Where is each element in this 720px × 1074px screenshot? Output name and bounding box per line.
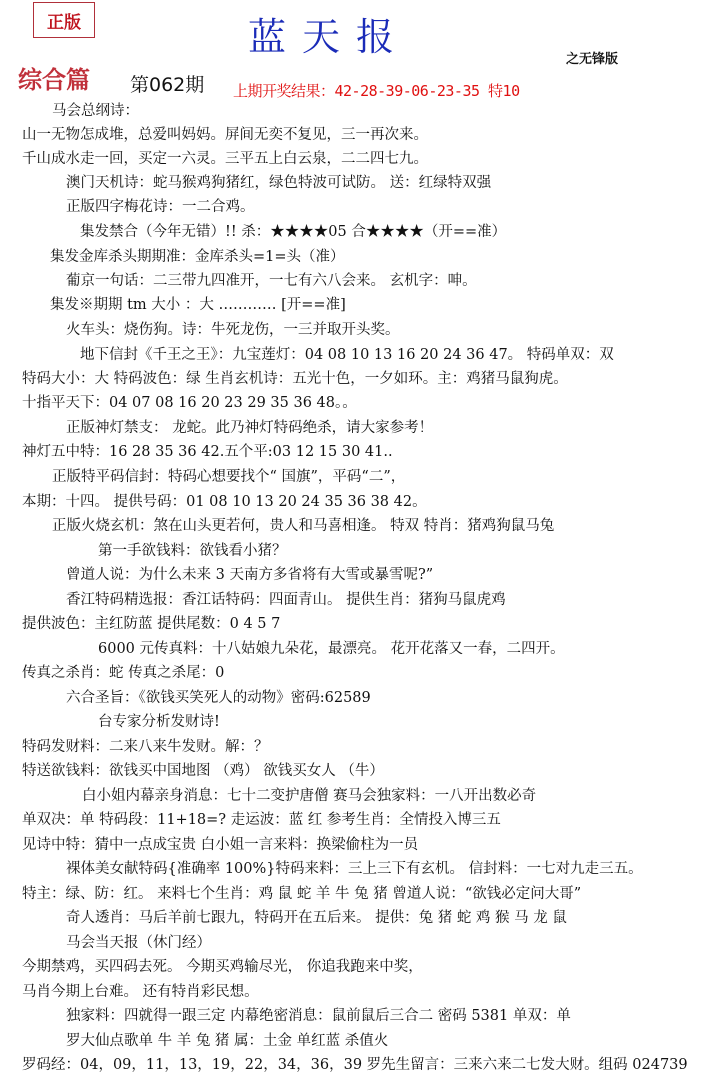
text-line: 本期：十四。 提供号码：01 08 10 13 20 24 35 36 38 42。	[22, 494, 427, 510]
text-line: 马肖今期上台难。 还有特肖彩民想。	[22, 984, 259, 1000]
text-line: 六合圣旨：《欲钱买笑死人的动物》密码:62589	[66, 690, 371, 706]
text-line: 葡京一句话：二三带九四准开，一七有六八会来。 玄机字：呻。	[66, 273, 477, 289]
text-line: 澳门天机诗：蛇马猴鸡狗猪红，绿色特波可试防。 送：红绿特双强	[66, 175, 492, 191]
text-line: 罗大仙点歌单 牛 羊 兔 猪 属：土金 单红蓝 杀值火	[66, 1033, 389, 1049]
text-line: 今期禁鸡，买四码去死。 今期买鸡输尽光， 你追我跑来中奖，	[22, 959, 423, 975]
authentic-badge: 正版	[33, 2, 95, 38]
text-line: 正版特平码信封：特码心想要找个“ 国旗”，平码“二”，	[52, 469, 406, 485]
text-line: 6000 元传真料：十八姑娘九朵花，最漂亮。 花开花落又一春，二四开。	[98, 641, 565, 657]
text-line: 特送欲钱料：欲钱买中国地图 （鸡） 欲钱买女人 （牛）	[22, 763, 384, 779]
text-line: 正版四字梅花诗：一二合鸡。	[66, 199, 255, 215]
text-line: 曾道人说：为什么未来 3 天南方多省将有大雪或暴雪呢?”	[66, 567, 434, 583]
text-line: 十指平天下：04 07 08 16 20 23 29 35 36 48。。	[22, 395, 357, 411]
text-line: 集发※期期 tm 大小 ：大 ………… [开==准]	[50, 297, 346, 313]
text-line: 香江特码精选报：香江话特码：四面青山。 提供生肖：猪狗马鼠虎鸡	[66, 592, 506, 608]
text-line: 正版火烧玄机：煞在山头更若何，贵人和马喜相逢。 特双 特肖：猪鸡狗鼠马兔	[52, 518, 555, 534]
page-title: 蓝天报	[248, 15, 411, 59]
text-line: 地下信封《千王之王》：九宝莲灯：04 08 10 13 16 20 24 36 47。 特码单双：双	[80, 347, 614, 363]
last-draw-result: 上期开奖结果：42-28-39-06-23-35 特10	[233, 82, 520, 100]
text-line: 第一手欲钱料：欲钱看小猪？	[98, 543, 287, 559]
text-line: 裸体美女献特码{准确率 100%}特码来料：三上三下有玄机。 信封料：一七对九走三五。	[66, 861, 643, 877]
text-line: 特码大小：大 特码波色：绿 生肖玄机诗：五光十色，一夕如环。主：鸡猪马鼠狗虎。	[22, 371, 568, 387]
text-line: 正版神灯禁支： 龙蛇。此乃神灯特码绝杀，请大家参考！	[66, 420, 434, 436]
text-line: 罗码经：04，09，11，13，19，22，34，36，39 罗先生留言：三来六来二七发大财。组码 024739	[22, 1057, 688, 1073]
text-line: 白小姐内幕亲身消息：七十二变护唐僧 赛马会独家料：一八开出数必奇	[82, 788, 537, 804]
text-line: 马会总纲诗：	[52, 103, 139, 119]
text-line: 独家料：四就得一跟三定 内幕绝密消息：鼠前鼠后三合二 密码 5381 单双：单	[66, 1008, 571, 1024]
text-line: 集发禁合（今年无错）!! 杀：★★★★05 合★★★★（开==准）	[80, 224, 507, 240]
text-line: 神灯五中特：16 28 35 36 42.五个平:03 12 15 30 41..	[22, 444, 393, 460]
text-line: 提供波色：主红防蓝 提供尾数：0 4 5 7	[22, 616, 281, 632]
text-line: 奇人透肖：马后羊前七跟九，特码开在五后来。 提供：兔 猪 蛇 鸡 猴 马 龙 鼠	[66, 910, 567, 926]
text-line: 马会当天报（休门经）	[66, 935, 211, 951]
text-line: 集发金库杀头期期准：金库杀头=1=头（准）	[50, 249, 345, 265]
text-line: 单双决：单 特码段：11+18=? 走运波：蓝 红 参考生肖：全情投入博三五	[22, 812, 501, 828]
edition-label: 之无锋版	[566, 52, 619, 67]
issue-number: 第062期	[130, 74, 205, 96]
text-line: 特主：绿、防：红。 来料七个生肖：鸡 鼠 蛇 羊 牛 兔 猪 曾道人说：“欲钱必定问大哥”	[22, 886, 582, 902]
section-label: 综合篇	[18, 65, 90, 94]
text-line: 火车头：烧伤狗。诗：牛死龙伤，一三并取开头奖。	[66, 322, 400, 338]
text-line: 台专家分析发财诗!	[98, 714, 220, 730]
text-line: 传真之杀肖：蛇 传真之杀尾：0	[22, 665, 225, 681]
text-line: 见诗中特：猜中一点成宝贵 白小姐一言来料：换梁偷柱为一员	[22, 837, 419, 853]
text-line: 千山成水走一回，买定一六灵。三平五上白云泉，二二四七九。	[22, 151, 428, 167]
text-line: 山一无物怎成堆，总爱叫妈妈。屏间无奕不复见，三一再次来。	[22, 127, 428, 143]
text-line: 特码发财料：二来八来牛发财。解：？	[22, 739, 269, 755]
